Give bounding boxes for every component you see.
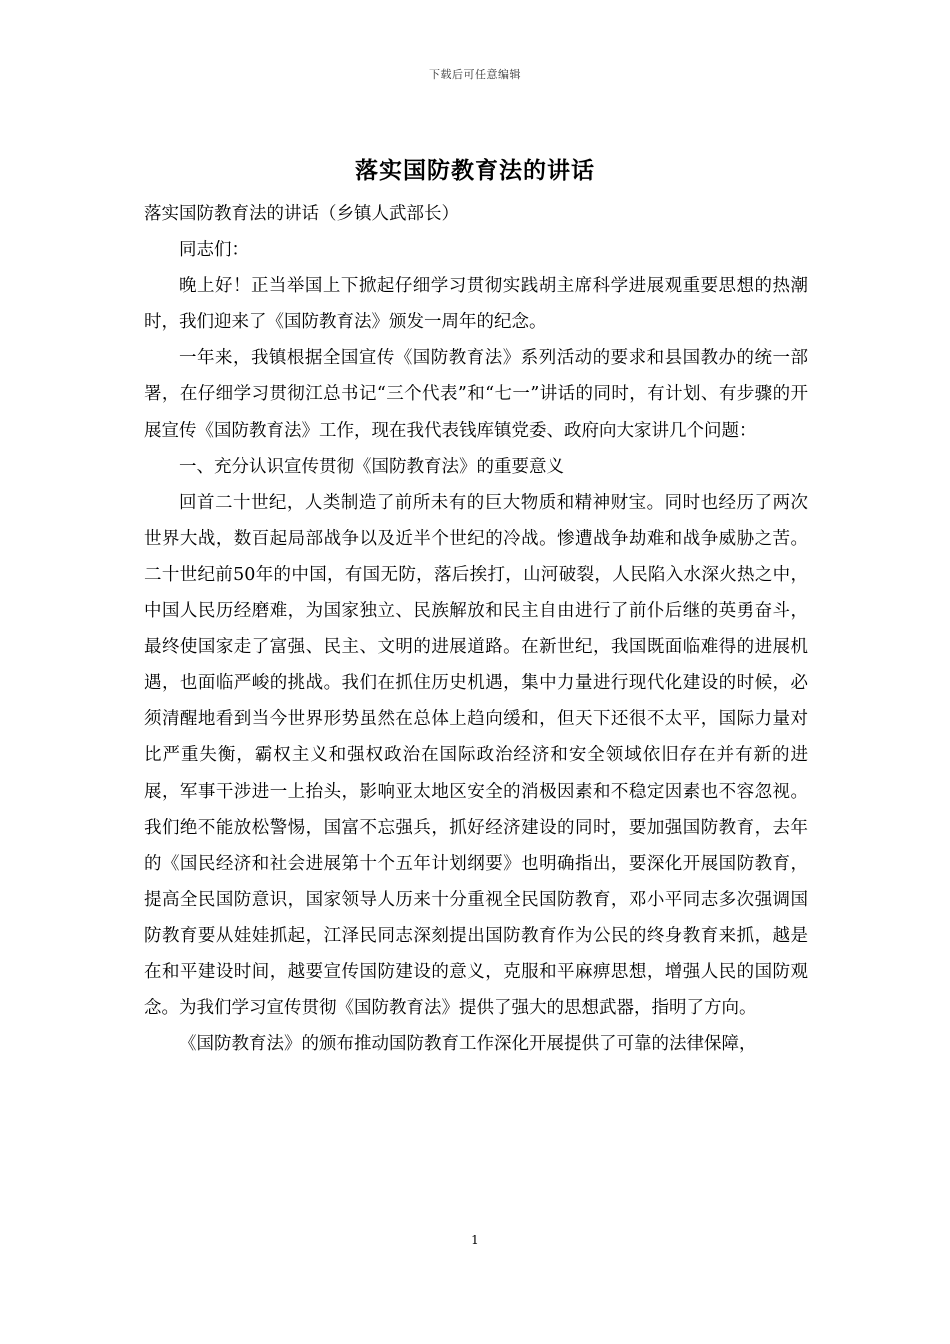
body-paragraph: 一年来，我镇根据全国宣传《国防教育法》系列活动的要求和县国教办的统一部署，在仔细学习贯彻江总书记“三个代表”和“七一”讲话的同时，有计划、有步骤的开展宣传《国防教育法》工作，现在我代表钱库镇党委、政府向大家讲几个问题： (144, 348, 808, 441)
body-paragraph: 回首二十世纪，人类制造了前所未有的巨大物质和精神财宝。同时也经历了两次世界大战，数百起局部战争以及近半个世纪的冷战。惨遭战争劫难和战争威胁之苦。二十世纪前50年的中国，有国无防，落后挨打，山河破裂，人民陷入水深火热之中，中国人民历经磨难，为国家独立、民族解放和民主自由进行了前仆后继的英勇奋斗，最终使国家走了富强、民主、文明的进展道路。在新世纪，我国既面临难得的进展机遇，也面临严峻的挑战。我们在抓住历史机遇，集中力量进行现代化建设的时候，必须清醒地看到当今世界形势虽然在总体上趋向缓和，但天下还很不太平，国际力量对比严重失衡，霸权主义和强权政治在国际政治经济和安全领域依旧存在并有新的进展，军事干涉进一上抬头，影响亚太地区安全的消极因素和不稳定因素也不容忽视。我们绝不能放松警惕，国富不忘强兵，抓好经济建设的同时，要加强国防教育，去年的《国民经济和社会进展第十个五年计划纲要》也明确指出，要深化开展国防教育，提高全民国防意识，国家领导人历来十分重视全民国防教育，邓小平同志多次强调国防教育要从娃娃抓起，江泽民同志深刻提出国防教育作为公民的终身教育来抓，越是在和平建设时间，越要宣传国防建设的意义，克服和平麻痹思想，增强人民的国防观念。为我们学习宣传贯彻《国防教育法》提供了强大的思想武器，指明了方向。 (144, 492, 808, 1019)
header-note: 下载后可任意编辑 (429, 68, 521, 81)
document-title: 落实国防教育法的讲话 (355, 157, 595, 184)
salutation-paragraph: 同志们： (179, 240, 249, 261)
section-heading: 一、充分认识宣传贯彻《国防教育法》的重要意义 (179, 456, 564, 477)
document-body (144, 196, 808, 1062)
body-paragraph: 晚上好！正当举国上下掀起仔细学习贯彻实践胡主席科学进展观重要思想的热潮时，我们迎来了《国防教育法》颁发一周年的纪念。 (144, 276, 808, 333)
page-number: 1 (471, 1233, 479, 1247)
body-paragraph: 《国防教育法》的颁布推动国防教育工作深化开展提供了可靠的法律保障， (179, 1034, 757, 1055)
subtitle-paragraph: 落实国防教育法的讲话（乡镇人武部长） (144, 204, 459, 224)
